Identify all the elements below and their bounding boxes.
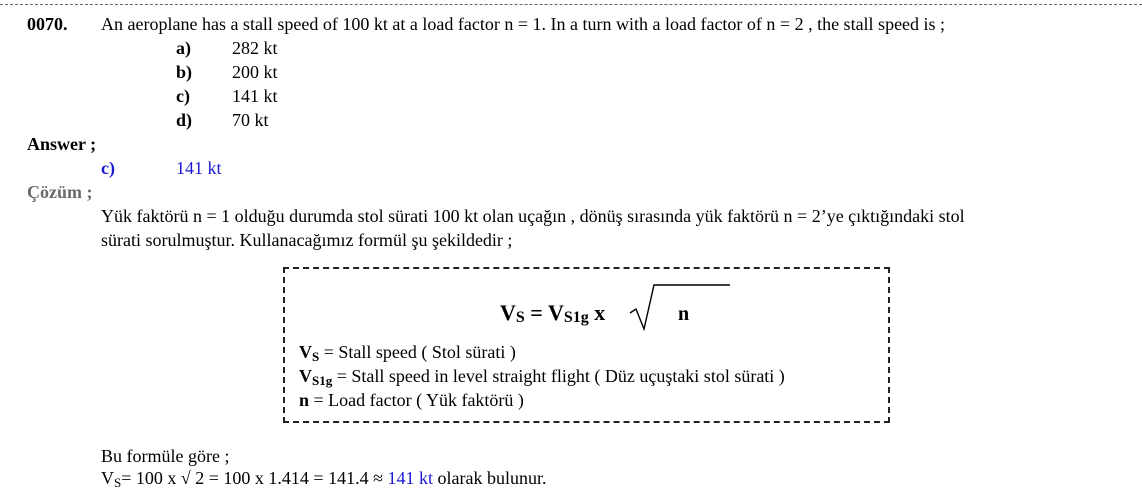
option-d-letter: d): [176, 110, 193, 130]
definition-vs1g-symbol: V: [299, 366, 312, 386]
result-tail: olarak bulunur.: [432, 468, 547, 488]
definition-vs-sub: S: [312, 349, 320, 364]
solution-line-2: sürati sorulmuştur. Kullanacağımız formül şu şekildedir ;: [101, 230, 513, 250]
formula-times: x: [588, 300, 606, 325]
definition-vs-text: = Stall speed ( Stol sürati ): [319, 342, 516, 362]
option-c-value: 141 kt: [232, 86, 278, 106]
option-b-letter: b): [176, 62, 193, 82]
question-number: 0070.: [27, 14, 68, 34]
formula-lhs-sub: S: [515, 309, 525, 326]
result-v: V: [101, 468, 114, 488]
option-d-value: 70 kt: [232, 110, 269, 130]
formula: [500, 300, 605, 329]
definition-n-symbol: n: [299, 390, 310, 410]
answer-letter: c): [101, 158, 115, 178]
question-text: An aeroplane has a stall speed of 100 kt at a load factor n = 1. In a turn with a load factor of n = 2 , the stall speed is ;: [101, 14, 946, 34]
formula-rhs: V: [547, 300, 564, 325]
definition-n-text: = Load factor ( Yük faktörü ): [309, 390, 524, 410]
option-a-value: 282 kt: [232, 38, 278, 58]
result-v-sub: S: [114, 475, 122, 490]
formula-equals: =: [524, 300, 548, 325]
answer-value: 141 kt: [176, 158, 222, 178]
option-c-letter: c): [176, 86, 190, 106]
result-equation: [101, 467, 546, 491]
formula-rhs-sub: S1g: [563, 309, 589, 326]
solution-heading: Çözüm ;: [27, 182, 93, 202]
definition-n: [299, 389, 524, 411]
result-calc: = 100 x √ 2 = 100 x 1.414 = 141.4 ≈: [121, 468, 388, 488]
formula-lhs: V: [500, 300, 516, 325]
solution-line-1: Yük faktörü n = 1 olduğu durumda stol sürati 100 kt olan uçağın , dönüş sırasında yük faktörü n = 2’ye çıktığındaki stol: [101, 206, 965, 226]
result-intro: Bu formüle göre ;: [101, 446, 230, 466]
definition-vs-symbol: V: [299, 342, 312, 362]
option-b-value: 200 kt: [232, 62, 278, 82]
result-highlight: 141 kt: [387, 468, 433, 488]
definition-vs1g-sub: S1g: [312, 373, 333, 388]
top-dashed-rule: [0, 4, 1142, 5]
formula-radicand: n: [678, 303, 690, 325]
answer-heading: Answer ;: [27, 134, 97, 154]
option-a-letter: a): [176, 38, 191, 58]
definition-vs1g-text: = Stall speed in level straight flight ( Düz uçuştaki stol sürati ): [332, 366, 785, 386]
definition-vs: [299, 341, 516, 365]
definition-vs1g: [299, 365, 785, 389]
